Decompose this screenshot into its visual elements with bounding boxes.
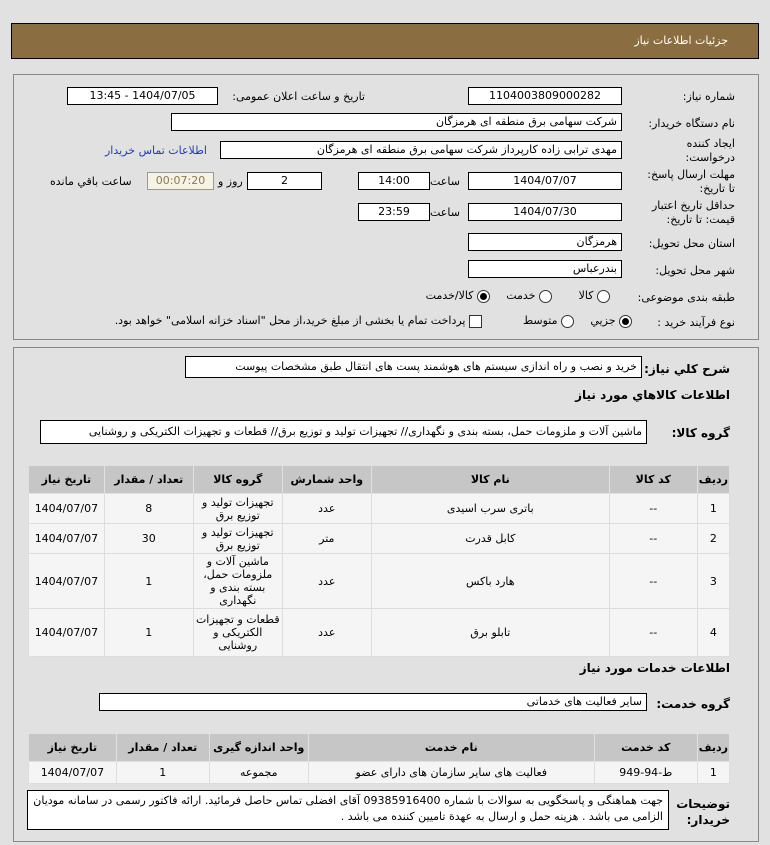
table-cell: متر: [282, 524, 371, 554]
city-field: بندرعباس: [468, 260, 622, 278]
goods-table: [28, 465, 730, 657]
table-cell: 1404/07/07: [29, 609, 105, 657]
services-section-title: اطلاعات خدمات مورد نياز: [579, 661, 730, 675]
table-cell: 30: [104, 524, 193, 554]
validity-time-label: ساعت: [430, 206, 460, 219]
table-row: [29, 524, 730, 554]
table-cell: 1404/07/07: [29, 762, 117, 784]
deadline-time-field: 14:00: [358, 172, 430, 190]
deadline-label: مهلت ارسال پاسخ: تا تاریخ:: [647, 168, 735, 195]
notes-label: توضیحات خریدار:: [676, 797, 730, 827]
table-cell: تجهیزات تولید و توزیع برق: [193, 494, 282, 524]
goods-group-label: گروه کالا:: [671, 426, 730, 440]
col-header: واحد اندازه گیری: [209, 734, 308, 762]
table-cell: تجهیزات تولید و توزیع برق: [193, 524, 282, 554]
table-cell: کابل قدرت: [371, 524, 609, 554]
col-header: تعداد / مقدار: [116, 734, 209, 762]
validity-time-field: 23:59: [358, 203, 430, 221]
col-header: نام کالا: [371, 466, 609, 494]
service-group-label: گروه خدمت:: [656, 697, 730, 711]
checkbox-icon: [469, 315, 482, 328]
table-cell: عدد: [282, 494, 371, 524]
buyer-field: شرکت سهامی برق منطقه ای هرمزگان: [171, 113, 622, 131]
table-cell: باتری سرب اسیدی: [371, 494, 609, 524]
table-cell: عدد: [282, 609, 371, 657]
table-cell: 1404/07/07: [29, 494, 105, 524]
validity-label: حداقل تاریخ اعتبار قیمت: تا تاریخ:: [651, 199, 735, 226]
radio-selected-icon: [619, 315, 632, 328]
table-cell: --: [609, 494, 697, 524]
table-cell: 1: [104, 554, 193, 609]
payment-checkbox[interactable]: پرداخت تمام یا بخشی از مبلغ خرید،از محل "اسناد خزانه اسلامی" خواهد بود.: [115, 314, 482, 328]
deadline-date-field: 1404/07/07: [468, 172, 622, 190]
goods-section-title: اطلاعات كالاهاي مورد نياز: [575, 388, 730, 402]
table-cell: فعالیت های سایر سازمان های دارای عضو: [308, 762, 594, 784]
table-header-row: [29, 734, 730, 762]
need-number-label: شماره نیاز:: [682, 90, 735, 103]
goods-group-field: ماشین آلات و ملزومات حمل، بسته بندی و نگهداری// تجهیزات تولید و توزیع برق// قطعات و تجهیزات الکتریکی و روشنایی: [40, 420, 647, 444]
table-cell: --: [609, 609, 697, 657]
category-radio-service[interactable]: خدمت: [506, 289, 552, 303]
category-radio-goods[interactable]: کالا: [579, 289, 610, 303]
category-label: طبقه بندی موضوعی:: [637, 291, 735, 304]
announce-label: تاریخ و ساعت اعلان عمومی:: [232, 90, 365, 103]
city-label: شهر محل تحویل:: [655, 264, 735, 277]
buyer-notes: جهت هماهنگی و پاسخگویی به سوالات با شماره 09385916400 آقای افضلی تماس حاصل فرمائید. ارائه فاکتور رسمی در سامانه مودیان الزامی می باشد . هزینه حمل و ارسال به عهدة تامیین کننده می باشد .: [27, 790, 669, 830]
table-cell: --: [609, 524, 697, 554]
category-radio-goods-service[interactable]: کالا/خدمت: [426, 289, 490, 303]
page-title: جزئیات اطلاعات نیاز: [634, 34, 728, 47]
table-cell: 1404/07/07: [29, 524, 105, 554]
process-label: نوع فرآیند خرید :: [657, 316, 735, 329]
col-header: تعداد / مقدار: [104, 466, 193, 494]
radio-icon: [561, 315, 574, 328]
remaining-timer: 00:07:20: [147, 172, 214, 190]
table-cell: 4: [697, 609, 729, 657]
col-header: واحد شمارش: [282, 466, 371, 494]
deadline-time-label: ساعت: [430, 175, 460, 188]
summary-label: شرح كلي نياز:: [644, 362, 730, 376]
table-cell: 1: [697, 762, 729, 784]
summary-field: خرید و نصب و راه اندازی سیستم های هوشمند پست های انتقال طبق مشخصات پیوست: [185, 356, 642, 378]
table-cell: قطعات و تجهیزات الکتریکی و روشنایی: [193, 609, 282, 657]
buyer-contact-link[interactable]: اطلاعات تماس خریدار: [105, 144, 207, 157]
table-header-row: [29, 466, 730, 494]
table-cell: 1: [116, 762, 209, 784]
table-cell: تابلو برق: [371, 609, 609, 657]
province-field: هرمزگان: [468, 233, 622, 251]
radio-icon: [539, 290, 552, 303]
remaining-label: ساعت باقي مانده: [50, 175, 132, 188]
creator-field: مهدی ترابی زاده کارپرداز شرکت سهامی برق منطقه ای هرمزگان: [220, 141, 622, 159]
radio-icon: [597, 290, 610, 303]
radio-selected-icon: [477, 290, 490, 303]
table-row: [29, 762, 730, 784]
col-header: تاریخ نیاز: [29, 734, 117, 762]
table-row: [29, 609, 730, 657]
col-header: نام خدمت: [308, 734, 594, 762]
col-header: تاریخ نیاز: [29, 466, 105, 494]
table-row: [29, 494, 730, 524]
col-header: ردیف: [697, 466, 729, 494]
table-cell: --: [609, 554, 697, 609]
col-header: ردیف: [697, 734, 729, 762]
col-header: گروه کالا: [193, 466, 282, 494]
col-header: کد خدمت: [594, 734, 697, 762]
validity-date-field: 1404/07/30: [468, 203, 622, 221]
announce-field: 1404/07/05 - 13:45: [67, 87, 218, 105]
service-group-field: سایر فعالیت های خدماتی: [99, 693, 647, 711]
table-cell: هارد باکس: [371, 554, 609, 609]
need-number-field: 1104003809000282: [468, 87, 622, 105]
province-label: استان محل تحویل:: [648, 237, 735, 250]
table-cell: ط-94-949: [594, 762, 697, 784]
page-header: [11, 23, 759, 59]
buyer-label: نام دستگاه خریدار:: [648, 117, 735, 130]
creator-label: ایجاد کننده درخواست:: [685, 137, 735, 164]
table-cell: 1: [697, 494, 729, 524]
days-field: 2: [247, 172, 322, 190]
table-cell: 2: [697, 524, 729, 554]
table-cell: 1404/07/07: [29, 554, 105, 609]
table-cell: 3: [697, 554, 729, 609]
table-row: [29, 554, 730, 609]
table-cell: ماشین آلات و ملزومات حمل، بسته بندی و نگهداری: [193, 554, 282, 609]
table-cell: 1: [104, 609, 193, 657]
process-radio-minor[interactable]: جزیي: [590, 314, 632, 328]
process-radio-medium[interactable]: متوسط: [523, 314, 574, 328]
table-cell: مجموعه: [209, 762, 308, 784]
table-cell: 8: [104, 494, 193, 524]
services-table: [28, 733, 730, 784]
col-header: کد کالا: [609, 466, 697, 494]
days-label: روز و: [218, 175, 243, 188]
table-cell: عدد: [282, 554, 371, 609]
